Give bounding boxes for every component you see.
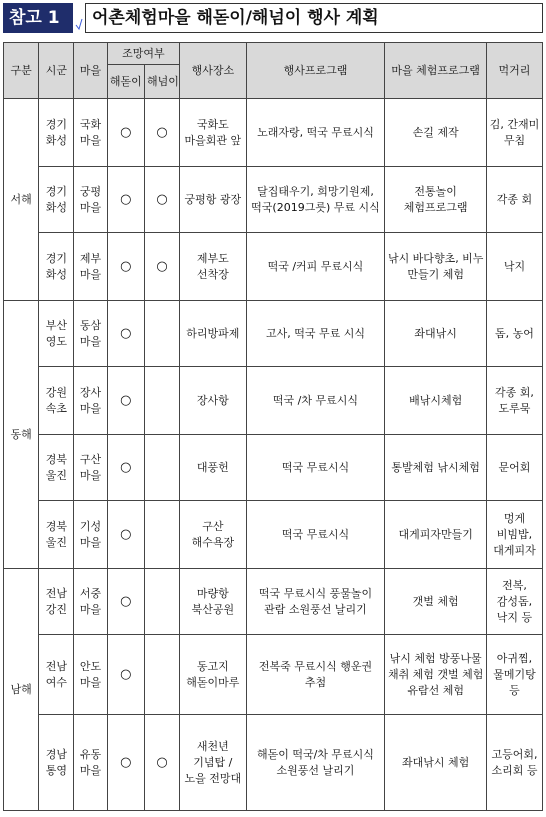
sunset-cell bbox=[144, 635, 179, 715]
header-program: 행사프로그램 bbox=[246, 43, 385, 99]
experience-cell: 전통놀이 체험프로그램 bbox=[385, 167, 487, 233]
region-cell: 남해 bbox=[4, 569, 39, 811]
venue-cell: 새천년 기념탑 / 노을 전망대 bbox=[180, 715, 246, 811]
village-cell: 유동 마을 bbox=[74, 715, 107, 811]
food-cell: 멍게 비빔밥, 대게피자 bbox=[486, 501, 542, 569]
table-row bbox=[4, 435, 543, 501]
header-sunrise: 해돋이 bbox=[107, 65, 144, 99]
food-cell: 낙지 bbox=[486, 233, 542, 301]
experience-cell: 대게피자만들기 bbox=[385, 501, 487, 569]
table-body bbox=[4, 99, 543, 811]
venue-cell: 제부도 선착장 bbox=[180, 233, 246, 301]
sunset-cell bbox=[144, 367, 179, 435]
program-cell: 떡국 무료시식 bbox=[246, 435, 385, 501]
venue-cell: 마량항 북산공원 bbox=[180, 569, 246, 635]
sunset-cell: ○ bbox=[144, 715, 179, 811]
city-cell: 경남 통영 bbox=[39, 715, 74, 811]
experience-cell: 좌대낚시 체험 bbox=[385, 715, 487, 811]
city-cell: 경북 울진 bbox=[39, 435, 74, 501]
table-row bbox=[4, 167, 543, 233]
program-cell: 전복죽 무료시식 행운권 추첨 bbox=[246, 635, 385, 715]
venue-cell: 대풍헌 bbox=[180, 435, 246, 501]
region-cell: 동해 bbox=[4, 301, 39, 569]
experience-cell: 손길 제작 bbox=[385, 99, 487, 167]
sunrise-cell: ○ bbox=[107, 569, 144, 635]
experience-cell: 낚시 바다향초, 비누 만들기 체험 bbox=[385, 233, 487, 301]
table-row bbox=[4, 569, 543, 635]
header-food: 먹거리 bbox=[486, 43, 542, 99]
sunset-cell bbox=[144, 435, 179, 501]
venue-cell: 동고지 해돋이마루 bbox=[180, 635, 246, 715]
food-cell: 김, 간재미 무침 bbox=[486, 99, 542, 167]
document-header bbox=[3, 3, 543, 33]
sunset-cell: ○ bbox=[144, 167, 179, 233]
experience-cell: 갯벌 체험 bbox=[385, 569, 487, 635]
program-cell: 고사, 떡국 무료 시식 bbox=[246, 301, 385, 367]
sunset-cell: ○ bbox=[144, 99, 179, 167]
venue-cell: 하리방파제 bbox=[180, 301, 246, 367]
village-cell: 국화 마을 bbox=[74, 99, 107, 167]
table-row bbox=[4, 99, 543, 167]
header-sunset: 해넘이 bbox=[144, 65, 179, 99]
venue-cell: 국화도 마을회관 앞 bbox=[180, 99, 246, 167]
sunrise-cell: ○ bbox=[107, 715, 144, 811]
sunrise-cell: ○ bbox=[107, 501, 144, 569]
sunrise-cell: ○ bbox=[107, 301, 144, 367]
sunrise-cell: ○ bbox=[107, 635, 144, 715]
header-city: 시군 bbox=[39, 43, 74, 99]
table-row bbox=[4, 301, 543, 367]
program-cell: 노래자랑, 떡국 무료시식 bbox=[246, 99, 385, 167]
city-cell: 전남 강진 bbox=[39, 569, 74, 635]
sunrise-cell: ○ bbox=[107, 99, 144, 167]
program-cell: 떡국 /커피 무료시식 bbox=[246, 233, 385, 301]
region-cell: 서해 bbox=[4, 99, 39, 301]
reference-badge: 참고 1 bbox=[3, 3, 73, 33]
program-cell: 떡국 /차 무료시식 bbox=[246, 367, 385, 435]
sunrise-cell: ○ bbox=[107, 233, 144, 301]
program-cell: 떡국 무료시식 풍물놀이 관람 소원풍선 날리기 bbox=[246, 569, 385, 635]
experience-cell: 통발체험 낚시체험 bbox=[385, 435, 487, 501]
food-cell: 각종 회 bbox=[486, 167, 542, 233]
sunset-cell bbox=[144, 501, 179, 569]
village-cell: 궁평 마을 bbox=[74, 167, 107, 233]
table-row bbox=[4, 367, 543, 435]
header-experience: 마을 체험프로그램 bbox=[385, 43, 487, 99]
sunset-cell bbox=[144, 569, 179, 635]
venue-cell: 구산 해수욕장 bbox=[180, 501, 246, 569]
venue-cell: 궁평항 광장 bbox=[180, 167, 246, 233]
venue-cell: 장사항 bbox=[180, 367, 246, 435]
sunset-cell: ○ bbox=[144, 233, 179, 301]
document-title: 어촌체험마을 해돋이/해넘이 행사 계획 bbox=[85, 3, 543, 33]
table-row bbox=[4, 635, 543, 715]
city-cell: 경기 화성 bbox=[39, 233, 74, 301]
village-cell: 구산 마을 bbox=[74, 435, 107, 501]
experience-cell: 배낚시체험 bbox=[385, 367, 487, 435]
program-cell: 달집태우기, 희망기원제, 떡국(2019그릇) 무료 시식 bbox=[246, 167, 385, 233]
village-cell: 서중 마을 bbox=[74, 569, 107, 635]
event-plan-table bbox=[3, 42, 543, 811]
header-viewing: 조망여부 bbox=[107, 43, 180, 65]
sunrise-cell: ○ bbox=[107, 167, 144, 233]
city-cell: 전남 여수 bbox=[39, 635, 74, 715]
village-cell: 장사 마을 bbox=[74, 367, 107, 435]
food-cell: 문어회 bbox=[486, 435, 542, 501]
food-cell: 고등어회, 소리회 등 bbox=[486, 715, 542, 811]
village-cell: 동삼 마을 bbox=[74, 301, 107, 367]
city-cell: 경기 화성 bbox=[39, 167, 74, 233]
village-cell: 제부 마을 bbox=[74, 233, 107, 301]
village-cell: 안도 마을 bbox=[74, 635, 107, 715]
city-cell: 경북 울진 bbox=[39, 501, 74, 569]
header-venue: 행사장소 bbox=[180, 43, 246, 99]
city-cell: 강원 속초 bbox=[39, 367, 74, 435]
village-cell: 기성 마을 bbox=[74, 501, 107, 569]
sunset-cell bbox=[144, 301, 179, 367]
program-cell: 해돋이 떡국/차 무료시식 소원풍선 날리기 bbox=[246, 715, 385, 811]
food-cell: 돔, 농어 bbox=[486, 301, 542, 367]
city-cell: 경기 화성 bbox=[39, 99, 74, 167]
program-cell: 떡국 무료시식 bbox=[246, 501, 385, 569]
table-row bbox=[4, 715, 543, 811]
food-cell: 각종 회, 도루묵 bbox=[486, 367, 542, 435]
sunrise-cell: ○ bbox=[107, 435, 144, 501]
experience-cell: 낚시 체험 방풍나물 채취 체험 갯벌 체험 유람선 체험 bbox=[385, 635, 487, 715]
table-row bbox=[4, 233, 543, 301]
experience-cell: 좌대낚시 bbox=[385, 301, 487, 367]
header-village: 마을 bbox=[74, 43, 107, 99]
sunrise-cell: ○ bbox=[107, 367, 144, 435]
food-cell: 전복, 감성돔, 낙지 등 bbox=[486, 569, 542, 635]
paragraph-mark-icon bbox=[74, 3, 83, 33]
city-cell: 부산 영도 bbox=[39, 301, 74, 367]
food-cell: 아귀찜, 물메기탕 등 bbox=[486, 635, 542, 715]
table-row bbox=[4, 501, 543, 569]
header-region: 구분 bbox=[4, 43, 39, 99]
